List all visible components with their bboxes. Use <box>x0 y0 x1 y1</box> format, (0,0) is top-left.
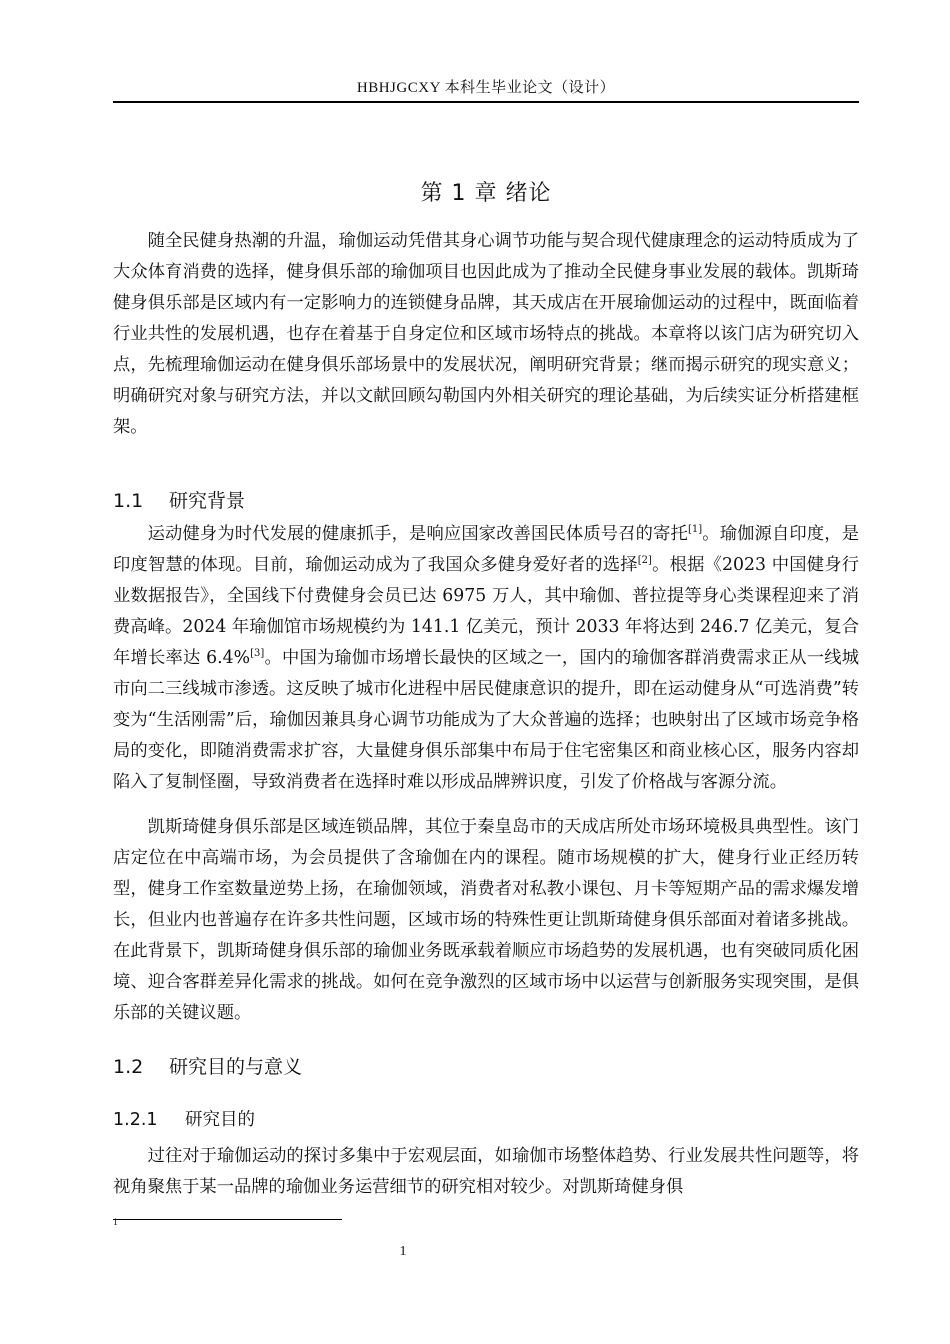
page-header: HBHJGCXY 本科生毕业论文（设计） <box>356 80 616 96</box>
citation-ref[interactable]: [1] <box>687 524 703 536</box>
chapter-title: 第 1 章 绪论 <box>420 181 552 206</box>
subsection-title: 研究目的 <box>185 1110 255 1130</box>
header-rule <box>113 101 859 103</box>
section-heading-1-2 <box>113 1052 859 1079</box>
subsection-heading-1-2-1 <box>113 1106 859 1131</box>
section-number: 1.2 <box>113 1056 144 1078</box>
citation-ref[interactable]: [2] <box>637 555 652 567</box>
intro-paragraph: 随全民健身热潮的升温，瑜伽运动凭借其身心调节功能与契合现代健康理念的运动特质成为了大众体育消费的选择，健身俱乐部的瑜伽项目也因此成为了推动全民健身事业发展的载体。凯斯琦健身俱乐部是区域内有一定影响力的连锁健身品牌，其天成店在开展瑜伽运动的过程中，既面临着行业共性的发展机遇，也存在着基于自身定位和区域市场特点的挑战。本章将以该门店为研究切入点，先梳理瑜伽运动在健身俱乐部场景中的发展状况，阐明研究背景；继而揭示研究的现实意义；明确研究对象与研究方法，并以文献回顾勾勒国内外相关研究的理论基础，为后续实证分析搭建框架。 <box>113 231 859 437</box>
text-run: 。中国为瑜伽市场增长最快的区域之一，国内的瑜伽客群消费需求正从一线城市向二三线城市渗透。这反映了城市化进程中居民健康意识的提升，即在运动健身从“可选消费”转变为“生活刚需”后，瑜伽因兼具身心调节功能成为了大众普遍的选择；也映射出了区域市场竞争格局的变化，即随消费需求扩容，大量健身俱乐部集中布局于住宅密集区和商业核心区，服务内容却陷入了复制怪圈，导致消费者在选择时难以形成品牌辨识度，引发了价格战与客源分流。 <box>113 648 859 792</box>
subsection-number: 1.2.1 <box>113 1110 158 1130</box>
footnote-rule <box>113 1219 342 1220</box>
footnote-mark: 1 <box>113 1218 119 1227</box>
citation-ref[interactable]: [3] <box>250 648 265 660</box>
text-run: 。瑜伽源自印度，是印度智慧的体现。目前，瑜伽运动成为了我国众多健身爱好者的选择 <box>113 524 859 575</box>
section-title: 研究目的与意义 <box>169 1056 303 1078</box>
section-number: 1.1 <box>113 490 144 512</box>
section-title: 研究背景 <box>169 490 246 512</box>
purpose-paragraph: 过往对于瑜伽运动的探讨多集中于宏观层面，如瑜伽市场整体趋势、行业发展共性问题等，将视角聚焦于某一品牌的瑜伽业务运营细节的研究相对较少。对凯斯琦健身俱 <box>113 1146 859 1197</box>
background-paragraph-2: 凯斯琦健身俱乐部是区域连锁品牌，其位于秦皇岛市的天成店所处市场环境极具典型性。该门店定位在中高端市场，为会员提供了含瑜伽在内的课程。随市场规模的扩大，健身行业正经历转型，健身工作室数量逆势上扬，在瑜伽领域，消费者对私教小课包、月卡等短期产品的需求爆发增长，但业内也普遍存在许多共性问题，区域市场的特殊性更让凯斯琦健身俱乐部面对着诸多挑战。在此背景下，凯斯琦健身俱乐部的瑜伽业务既承载着顺应市场趋势的发展机遇，也有突破同质化困境、迎合客群差异化需求的挑战。如何在竞争激烈的区域市场中以运营与创新服务实现突围，是俱乐部的关键议题。 <box>113 817 859 1023</box>
page-number: 1 <box>399 1244 407 1259</box>
text-run: 运动健身为时代发展的健康抓手，是响应国家改善国民体质号召的寄托 <box>147 524 688 544</box>
background-paragraph-1 <box>113 519 859 798</box>
section-heading-1-1 <box>113 486 859 513</box>
text-run: 。根据《2023 中国健身行业数据报告》，全国线下付费健身会员已达 6975 万人，其中瑜伽、普拉提等身心类课程迎来了消费高峰。2024 年瑜伽馆市场规模约为 141.1 亿美元，预计 2033 年将达到 246.7 亿美元，复合年增长率达 6.4% <box>113 555 859 668</box>
